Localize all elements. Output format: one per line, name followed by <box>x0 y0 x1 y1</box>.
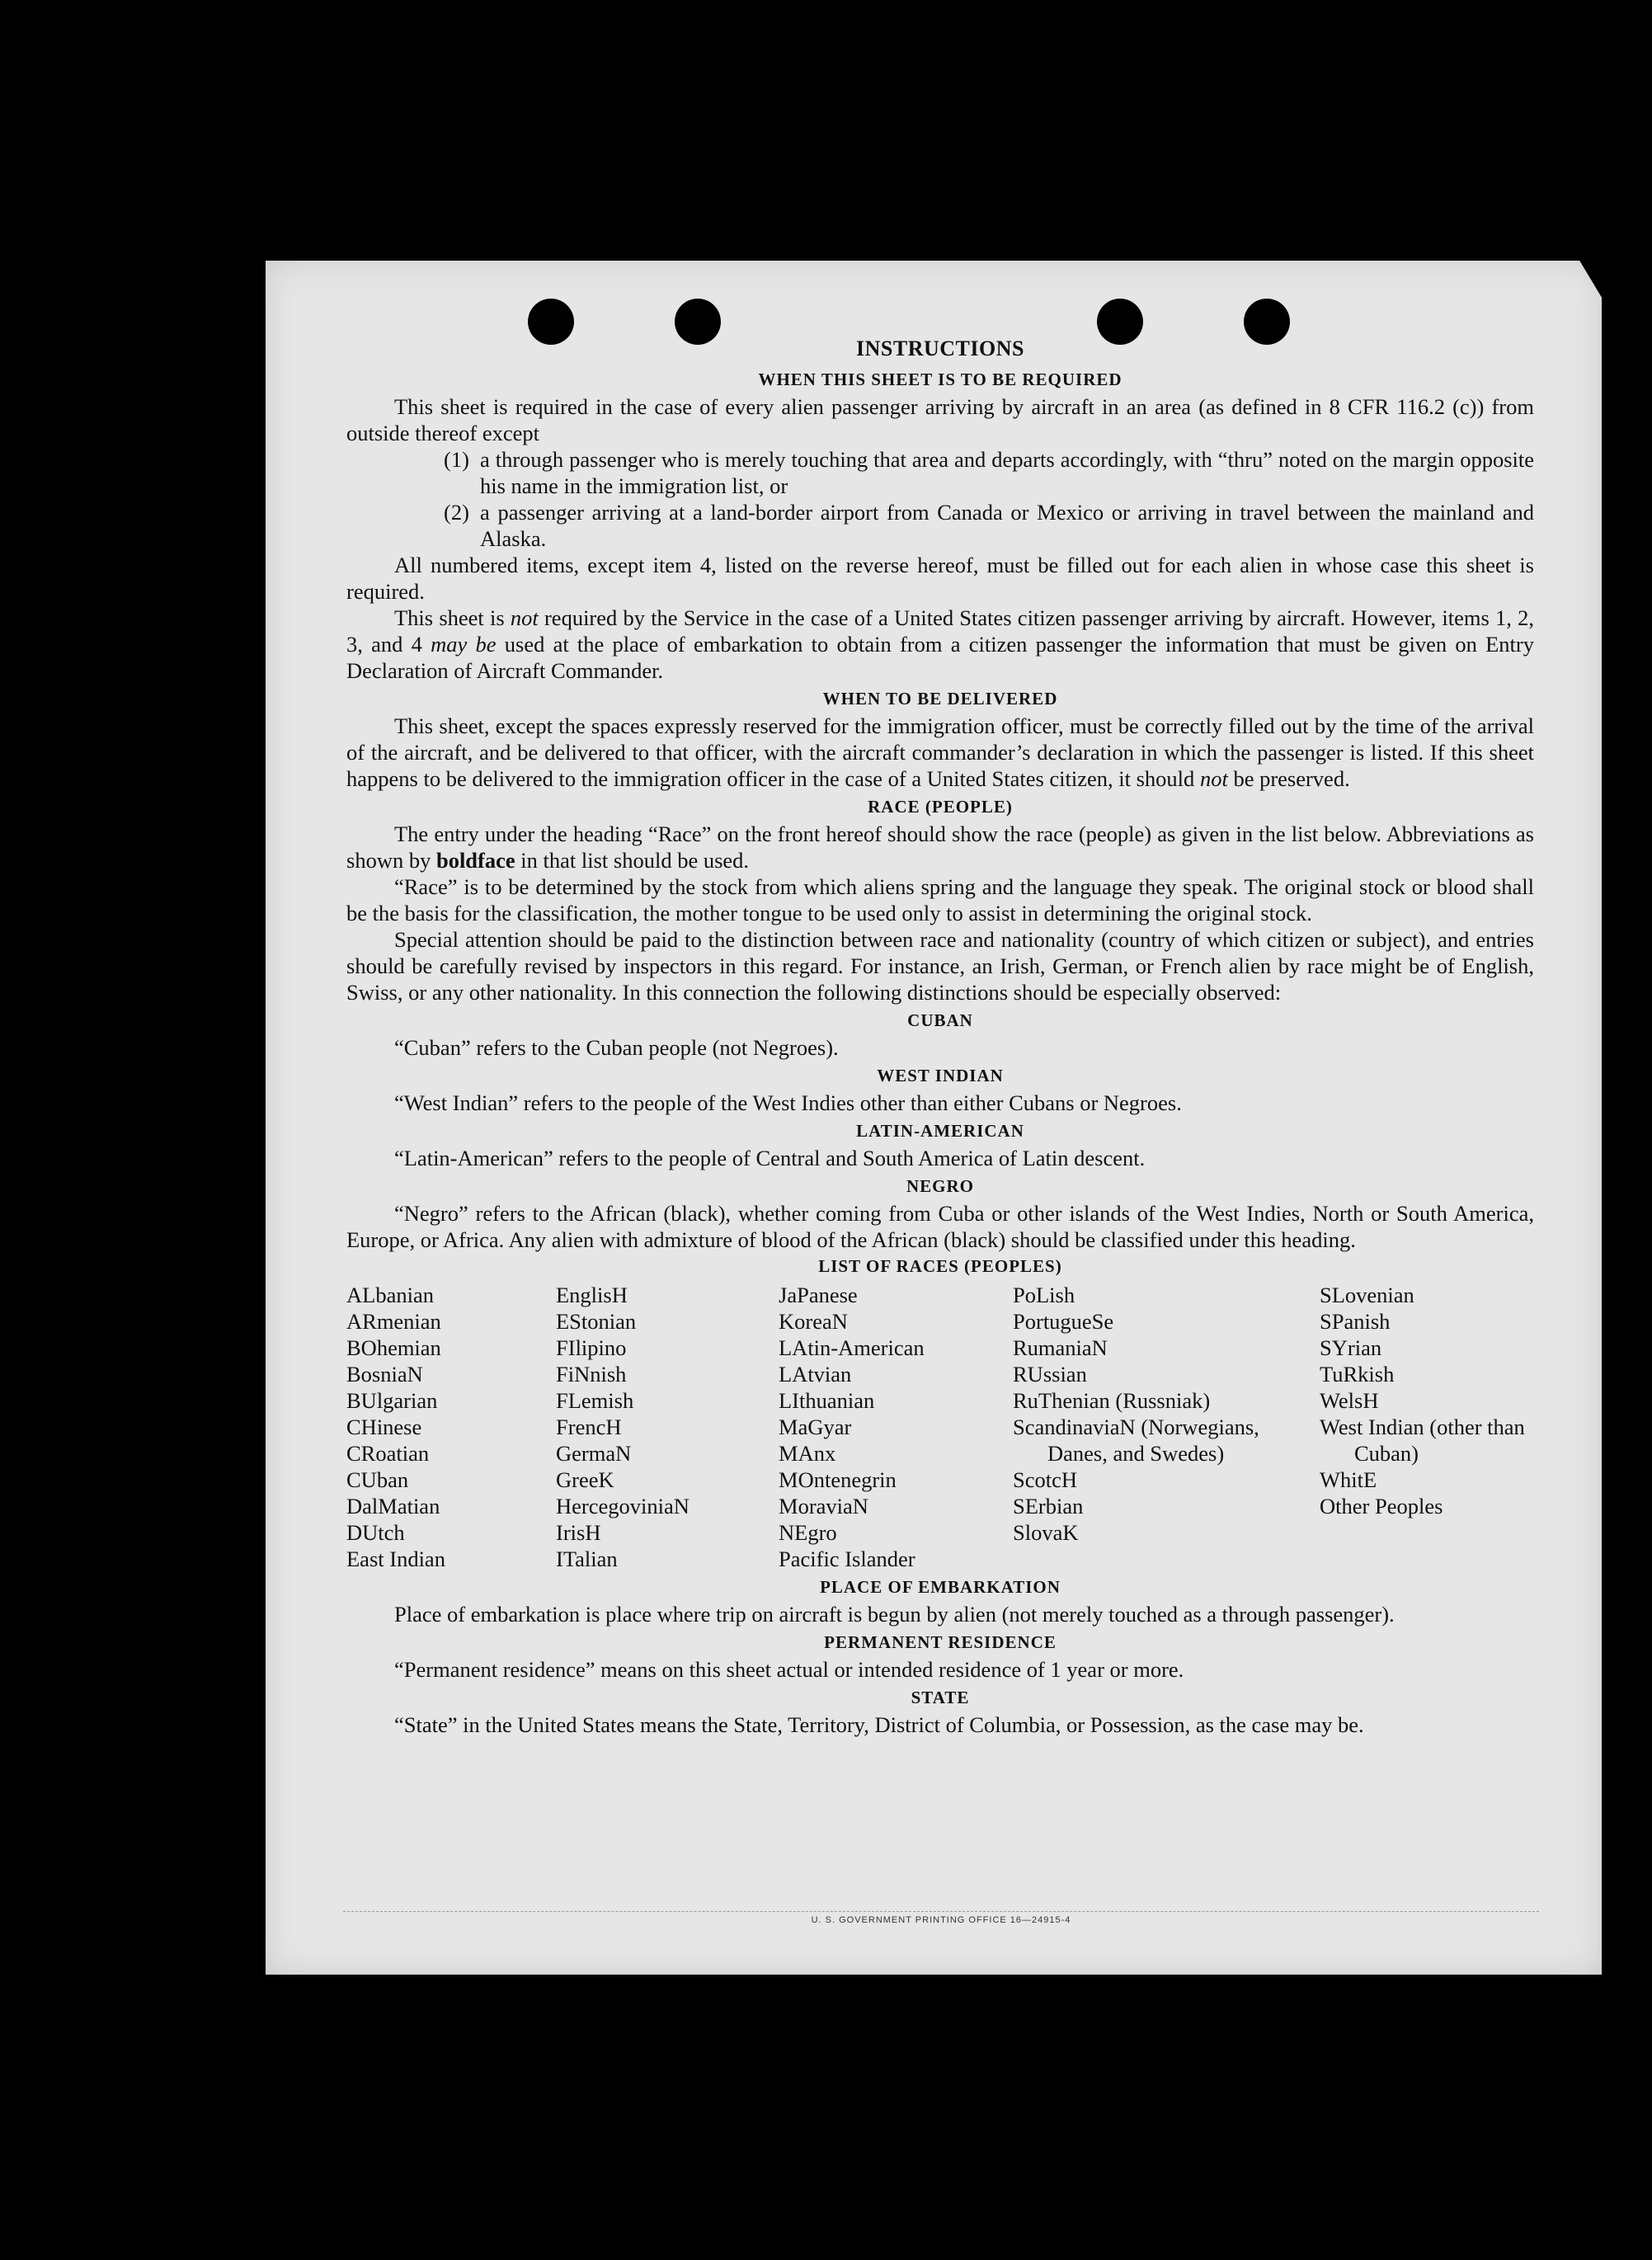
section-heading-latin-american: LATIN-AMERICAN <box>856 1121 1024 1141</box>
race-entry: SYrian <box>1320 1335 1382 1360</box>
race-entry: MoraviaN <box>779 1494 868 1518</box>
races-column-1 <box>346 1282 556 1572</box>
race-entry: HercegovinіaN <box>556 1494 690 1518</box>
exception-item <box>444 446 1534 499</box>
race-entry: RUssian <box>1013 1362 1087 1387</box>
section-heading-list-of-races: LIST OF RACES (PEOPLES) <box>818 1256 1062 1276</box>
section-heading-negro: NEGRO <box>906 1176 974 1196</box>
race-entry: SlovaK <box>1013 1520 1079 1545</box>
text-run: used at the place of embarkation to obtain from a citizen passenger the information that must be given on Entry Declaration of Aircraft Commander. <box>346 632 1534 683</box>
race-entry: MAnx <box>779 1441 836 1466</box>
race-entry: PoLish <box>1013 1283 1075 1307</box>
race-paragraph-1 <box>346 821 1534 873</box>
race-entry: BOhemian <box>346 1335 441 1360</box>
instructions-content <box>346 333 1534 1738</box>
race-entry: ARmenian <box>346 1309 441 1334</box>
races-column-4 <box>1013 1282 1320 1572</box>
latin-american-text: “Latin-American” refers to the people of Central and South America of Latin descent. <box>394 1146 1146 1170</box>
race-entry: EStonian <box>556 1309 637 1334</box>
section-heading-permanent-residence: PERMANENT RESIDENCE <box>824 1632 1057 1652</box>
race-entry: FrencH <box>556 1415 622 1439</box>
section-heading-race: RACE (PEOPLE) <box>868 797 1013 817</box>
race-entry: WhitE <box>1320 1467 1377 1492</box>
negro-text: “Negro” refers to the African (black), whether coming from Cuba or other islands of the West Indies, North or South America, Europe, or Africa. Any alien with admixture of blood of the African (black) should be classified under this heading. <box>346 1201 1534 1252</box>
race-entry: FiNnish <box>556 1362 627 1387</box>
when-delivered-paragraph <box>346 713 1534 792</box>
race-entry: DUtch <box>346 1520 405 1545</box>
state-text: “State” in the United States means the State, Territory, District of Columbia, or Possession, as the case may be. <box>394 1712 1364 1737</box>
section-heading-state: STATE <box>911 1688 970 1707</box>
race-entry: CUban <box>346 1467 409 1492</box>
race-entry: ScotcH <box>1013 1467 1078 1492</box>
race-entry: WelsH <box>1320 1388 1379 1413</box>
exception-list <box>444 446 1534 552</box>
race-entry: ITalian <box>556 1547 618 1571</box>
italic-run: may be <box>431 632 497 657</box>
races-table <box>346 1282 1534 1572</box>
race-entry: LIthuanian <box>779 1388 875 1413</box>
section-heading-place-of-embarkation: PLACE OF EMBARKATION <box>820 1577 1061 1597</box>
race-entry: MaGyar <box>779 1415 852 1439</box>
race-entry: MOntenegrin <box>779 1467 897 1492</box>
item-number: (2) <box>444 500 469 525</box>
text-run: This sheet is <box>394 605 511 630</box>
race-entry: LAtvian <box>779 1362 852 1387</box>
text-run: be preserved. <box>1227 766 1350 791</box>
west-indian-text: “West Indian” refers to the people of the West Indies other than either Cubans or Negroes. <box>394 1090 1182 1115</box>
page-title: INSTRUCTIONS <box>856 337 1024 360</box>
race-entry: East Indian <box>346 1547 445 1571</box>
race-entry: CHinese <box>346 1415 422 1439</box>
section-heading-when-required: WHEN THIS SHEET IS TO BE REQUIRED <box>758 370 1123 389</box>
race-entry: SErbian <box>1013 1494 1084 1518</box>
section-heading-cuban: CUBAN <box>907 1010 973 1030</box>
race-entry: TuRkish <box>1320 1362 1395 1387</box>
race-entry: LAtin-American <box>779 1335 925 1360</box>
race-entry: PortugueSe <box>1013 1309 1114 1334</box>
race-entry: ScandinaviaN (Norwegians, Danes, and Swedes) <box>1013 1415 1259 1466</box>
cuban-text: “Cuban” refers to the Cuban people (not Negroes). <box>394 1035 839 1060</box>
italic-run: not <box>1199 766 1228 791</box>
italic-run: not <box>510 605 539 630</box>
race-entry: GreeK <box>556 1467 614 1492</box>
race-entry: JaPanese <box>779 1283 858 1307</box>
races-column-2 <box>556 1282 779 1572</box>
races-column-5 <box>1320 1282 1534 1572</box>
citizen-paragraph <box>346 605 1534 684</box>
races-column-3 <box>779 1282 1013 1572</box>
race-entry: DalMatian <box>346 1494 440 1518</box>
exception-item <box>444 499 1534 552</box>
race-entry: GermaN <box>556 1441 632 1466</box>
race-entry: RumaniaN <box>1013 1335 1108 1360</box>
race-entry: BUlgarian <box>346 1388 438 1413</box>
document-sheet <box>266 261 1602 1975</box>
place-of-embarkation-text: Place of embarkation is place where trip on aircraft is begun by alien (not merely touched as a through passenger). <box>394 1602 1395 1627</box>
race-entry: SPanish <box>1320 1309 1391 1334</box>
race-entry: BosniaN <box>346 1362 423 1387</box>
text-run: required by the Service in the case of a United States citizen passenger arriving by aircraft. However, items 1, 2, 3, and 4 <box>346 605 1534 657</box>
race-entry: KoreaN <box>779 1309 848 1334</box>
item-text: a through passenger who is merely touching that area and departs accordingly, with “thru” noted on the margin opposite his name in the immigration list, or <box>480 447 1534 498</box>
race-entry: IrisH <box>556 1520 601 1545</box>
race-entry: SLovenian <box>1320 1283 1414 1307</box>
race-entry: West Indian (other than Cuban) <box>1320 1415 1525 1466</box>
when-required-intro: This sheet is required in the case of every alien passenger arriving by aircraft in an area (as defined in 8 CFR 116.2 (c)) from outside thereof except <box>346 394 1534 445</box>
race-entry: FIlipino <box>556 1335 627 1360</box>
bold-run: boldface <box>435 848 515 873</box>
race-entry: RuThenian (Russniak) <box>1013 1388 1211 1413</box>
printer-imprint: U. S. GOVERNMENT PRINTING OFFICE 16—24915-4 <box>343 1911 1539 1925</box>
race-entry: Other Peoples <box>1320 1494 1443 1518</box>
text-run: in that list should be used. <box>515 848 750 873</box>
torn-corner <box>1579 259 1603 300</box>
race-entry: EnglisH <box>556 1283 628 1307</box>
text-run: The entry under the heading “Race” on the front hereof should show the race (people) as given in the list below. Abbreviations as shown by <box>346 822 1534 873</box>
permanent-residence-text: “Permanent residence” means on this sheet actual or intended residence of 1 year or more. <box>394 1657 1184 1682</box>
race-entry: FLemish <box>556 1388 634 1413</box>
section-heading-west-indian: WEST INDIAN <box>877 1066 1004 1085</box>
race-entry: CRoatian <box>346 1441 430 1466</box>
item-text: a passenger arriving at a land-border airport from Canada or Mexico or arriving in travel between the mainland and Alaska. <box>480 500 1534 551</box>
race-paragraph-2: “Race” is to be determined by the stock from which aliens spring and the language they speak. The original stock or blood shall be the basis for the classification, the mother tongue to be used only to assist in determining the original stock. <box>346 874 1534 925</box>
race-entry: NEgro <box>779 1520 837 1545</box>
item-number: (1) <box>444 447 469 472</box>
text-run: This sheet, except the spaces expressly reserved for the immigration officer, must be correctly filled out by the time of the arrival of the aircraft, and be delivered to that officer, with the aircraft commander’s declaration in which the passenger is listed. If this sheet happens to be delivered to the immigration officer in the case of a United States citizen, it should <box>346 713 1534 791</box>
race-entry: Pacific Islander <box>779 1547 915 1571</box>
race-paragraph-3: Special attention should be paid to the distinction between race and nationality (country of which citizen or subject), and entries should be carefully revised by inspectors in this regard. For instance, an Irish, German, or French alien by race might be of English, Swiss, or any other nationality. In this connection the following distinctions should be especially observed: <box>346 927 1534 1005</box>
race-entry: ALbanian <box>346 1283 434 1307</box>
numbered-items-paragraph: All numbered items, except item 4, listed on the reverse hereof, must be filled out for each alien in whose case this sheet is required. <box>346 553 1534 604</box>
section-heading-when-delivered: WHEN TO BE DELIVERED <box>822 689 1058 709</box>
